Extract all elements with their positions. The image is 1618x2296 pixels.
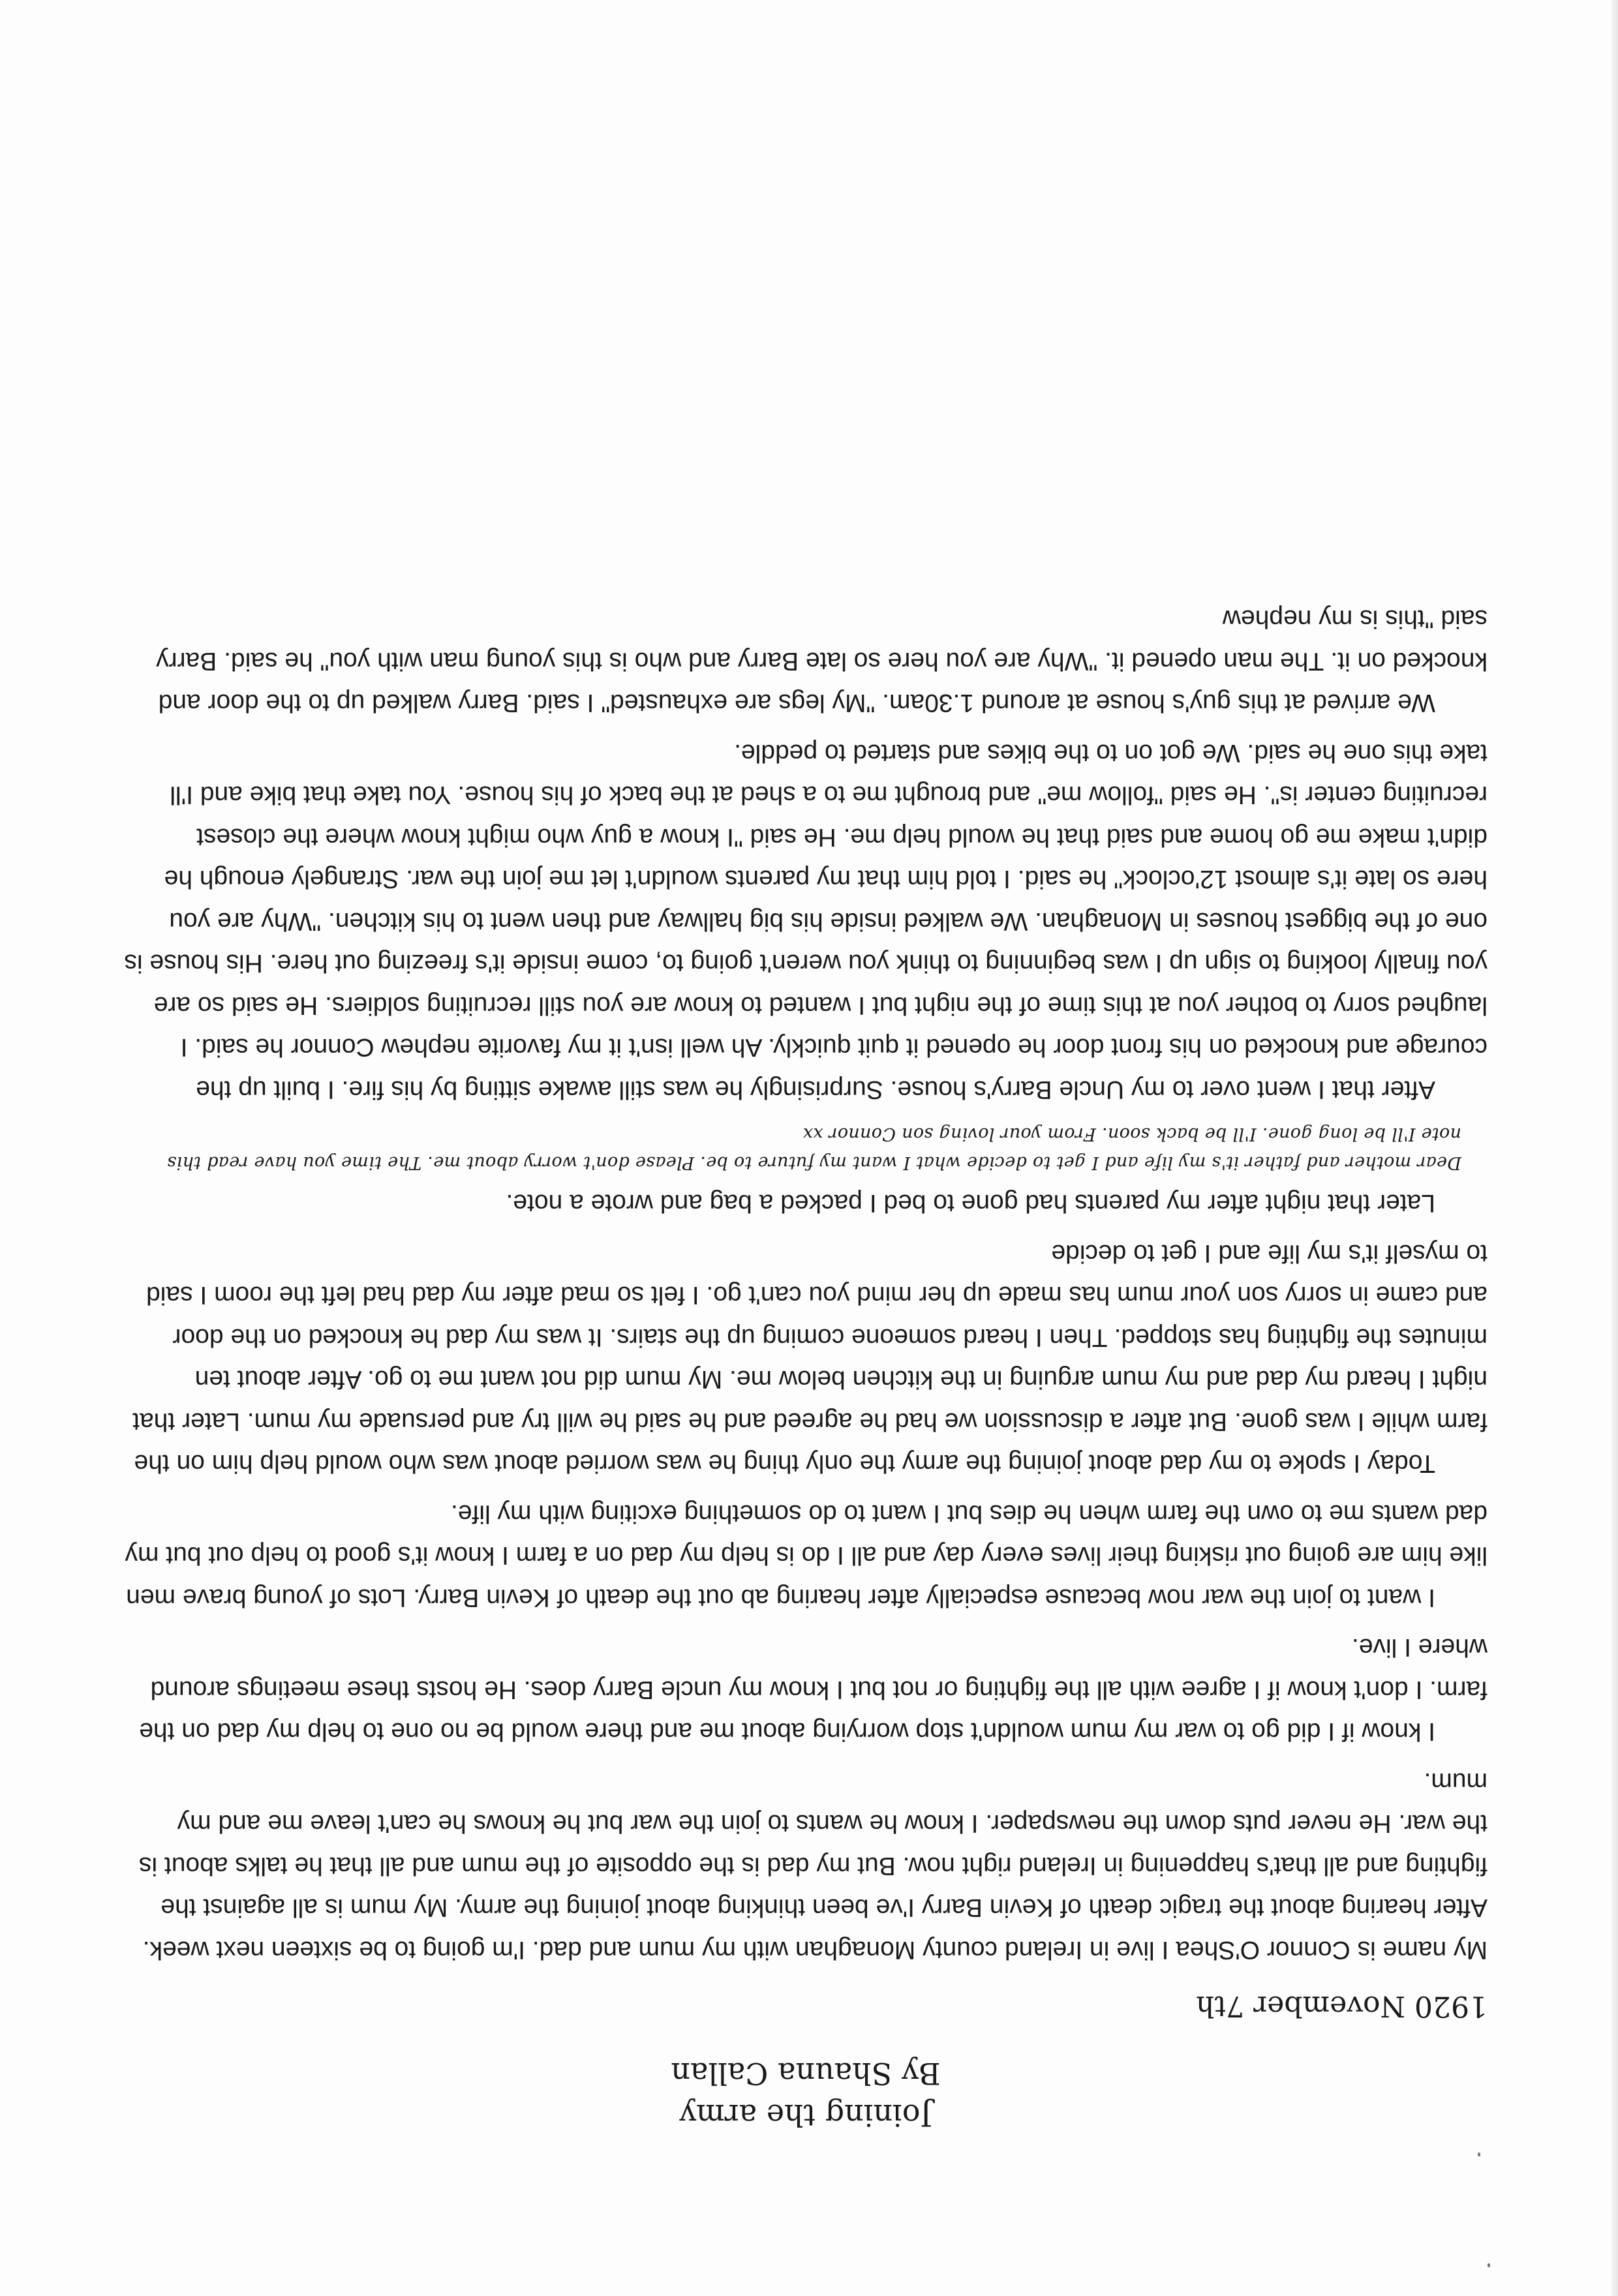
- title-block: [124, 2053, 1488, 2136]
- handwritten-note: Dear mother and father it's my life and I get to decide what I want my future to be. Please don't worry about me. The time you have read this note I'll be long gone. I'll be back soon. From your loving son Connor xx: [167, 1124, 1461, 1173]
- scan-speck: [1478, 2152, 1480, 2156]
- paragraph-3: I want to join the war now because especially after hearing ab out the death of Kevin Barry. Lots of young brave men like him are going out risking their lives every day and all I do is help my dad on a farm I know it's good to help out but my dad wants me to own the farm when he dies but I want to do something exciting with my life.: [125, 1500, 1488, 1612]
- scan-speck: [1488, 2263, 1490, 2267]
- paragraph-4: Today I spoke to my dad about joining the army the only thing he was worried about was who would help him on the farm while I was gone. But after a discussion we had he agreed and he said he will try and persuade my mum. Later that night I heard my dad and my mum arguing in the kitchen below me. My mum did not want me to go. After about ten minutes the fighting has stopped. Then I heard someone coming up the stairs. It was my dad he knocked on the door and came in sorry son your mum has made up her mind you can't go. I felt so mad after my dad had left the room I said to myself it's my life and I get to decide: [132, 1239, 1488, 1478]
- paragraph-6: After that I went over to my Uncle Barry's house. Surprisingly he was still awake sitting by his fire. I built up the courage and knocked on his front door he opened it quit quickly. Ah well isn't it my favorite nephew Connor he said. I laughed sorry to bother you at this time of the night but I wanted to know are you still recruiting soldiers. He said so are you finally looking to sign up I was beginning to think you weren't going to, come inside it's freezing out here. His house is one of the biggest houses in Monaghan. We walked inside his big hallway and then went to his kitchen. "Why are you here so late it's almost 12'oclock" he said. I told him that my parents wouldn't let me join the war. Strangely enough he didn't make me go home and said that he would help me. He said "I know a guy who might know where the closest recruiting center is". He said "follow me" and brought me to a shed at the back of his house. You take that bike and I'll take this one he said. We got on to the bikes and started to peddle.: [124, 739, 1488, 1104]
- paragraph-5: Later that night after my parents had gone to bed I packed a bag and wrote a note.: [506, 1189, 1435, 1218]
- scan-edge-shadow: [1611, 0, 1618, 2296]
- document-author: By Shauna Callan: [671, 2056, 941, 2091]
- document-body: [124, 597, 1488, 2136]
- document-title: Joining the army: [679, 2098, 932, 2133]
- paragraph-7: We arrived at this guy's house at around 1.30am. "My legs are exhausted" I said. Barry walked up to the door and knocked on it. The man opened it. "Why are you here so late Barry and who is this young man with you" he said. Barry said "this is my nephew: [156, 605, 1488, 718]
- paragraph-2: I know if I did go to war my mum wouldn't stop worrying about me and there would be no one to help my dad on the farm. I don't know if I agree with all the fighting or not but I know my uncle Barry does. He hosts these meetings around where I live.: [139, 1633, 1488, 1746]
- entry-date: 1920 November 7th: [1196, 1989, 1488, 2023]
- paragraph-1: My name is Connor O'Shea I live in Ireland county Monaghan with my mum and dad. I'm going to be sixteen next week. After hearing about the tragic death of Kevin Barry I've been thinking about joining the army. My mum is all against the fighting and all that's happening in Ireland right now. But my dad is the opposite of the mum and all that he talks about is the war. He never puts down the newspaper. I know he wants to join the war but he knows he can't leave me and my mum.: [138, 1768, 1488, 1964]
